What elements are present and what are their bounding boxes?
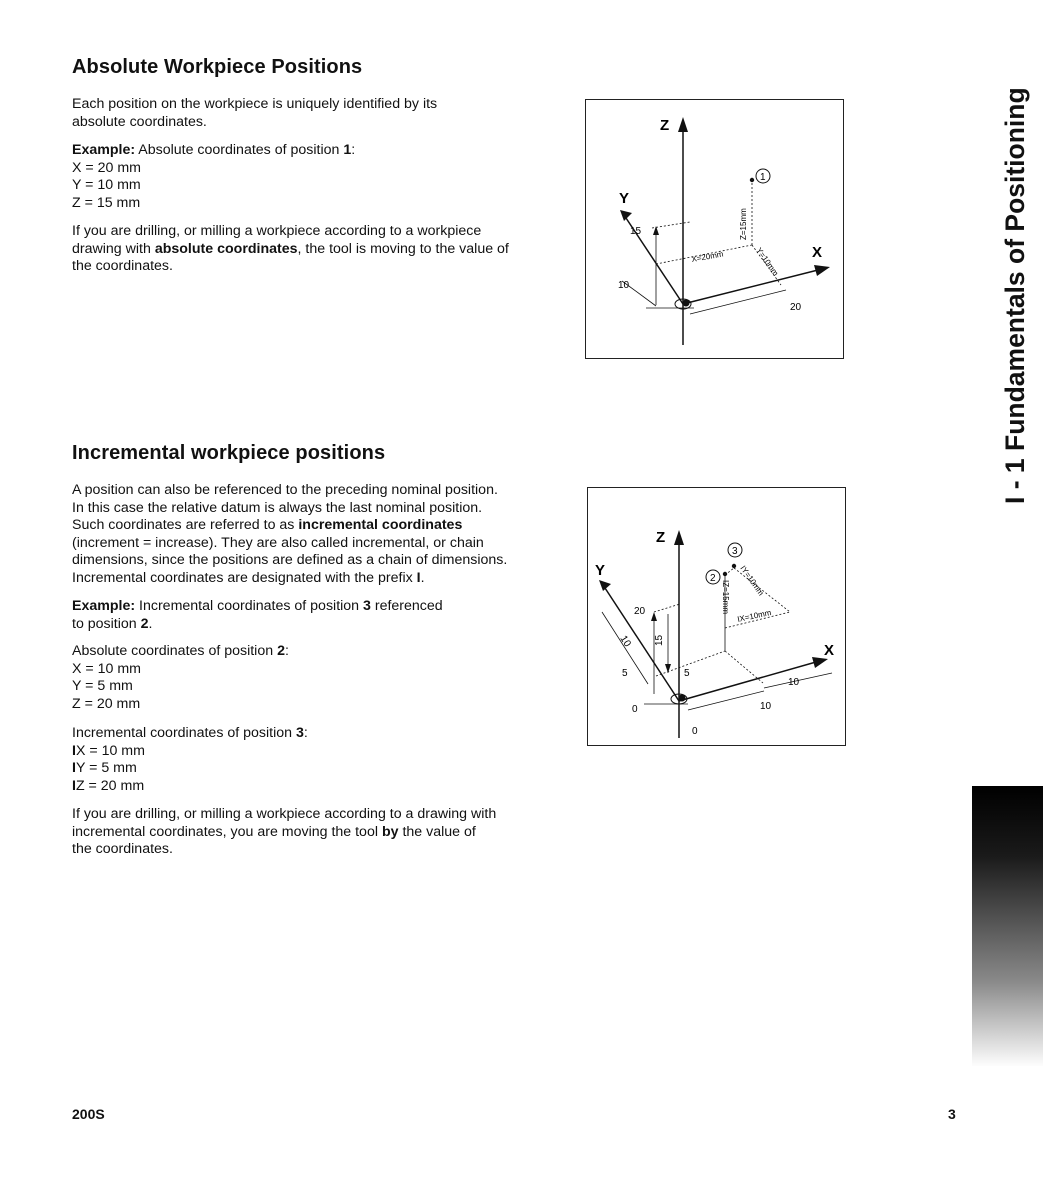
text-line: Example: Incremental coordinates of position 3 referenced	[72, 598, 443, 614]
axis-x-label: X	[824, 642, 835, 659]
tick-10: 10	[618, 280, 630, 291]
tick-20: 20	[634, 606, 646, 617]
tick-0-left: 0	[632, 704, 638, 715]
coord-ix: IX = 10 mm	[72, 742, 145, 759]
dim-iz-label: IZ=15mm	[721, 580, 730, 615]
tick-10-x2: 10	[760, 701, 772, 712]
coord-iy: IY = 5 mm	[72, 760, 137, 777]
tick-20: 20	[790, 302, 802, 313]
tick-10-y: 10	[617, 633, 633, 650]
coord-x: X = 10 mm	[72, 660, 141, 677]
absolute-intro	[72, 96, 437, 131]
side-title-text: I - 1 Fundamentals of Positioning	[1000, 87, 1030, 504]
dim-iy-label: IY=10mm	[738, 563, 766, 598]
chapter-tab-gradient	[972, 786, 1043, 1066]
position-1-label: 1	[760, 172, 766, 183]
section-heading-incremental: Incremental workpiece positions	[72, 442, 386, 464]
text-line: dimensions, since the positions are defined as a chain of dimensions.	[72, 552, 508, 569]
text-line: absolute coordinates.	[72, 113, 207, 130]
text-line: Incremental coordinates of position 3:	[72, 725, 308, 741]
text-line: the coordinates.	[72, 258, 173, 275]
coord-z: Z = 15 mm	[72, 194, 141, 211]
incremental-intro	[72, 482, 507, 588]
axis-z-label: Z	[660, 117, 670, 134]
text-line: to position 2.	[72, 615, 153, 632]
figure-absolute-coordinates	[585, 99, 844, 359]
axis-y-label: Y	[619, 190, 630, 207]
tick-0-bottom: 0	[692, 726, 698, 737]
position-2-label: 2	[710, 573, 716, 584]
axis-y-label: Y	[595, 562, 606, 579]
dim-x-label: X=20mm	[690, 249, 725, 264]
text-line: drawing with absolute coordinates, the tool is moving to the value of	[72, 240, 509, 257]
text-line: If you are drilling, or milling a workpiece according to a workpiece	[72, 223, 482, 239]
text-line: Incremental coordinates are designated with the prefix I.	[72, 569, 425, 586]
footer-page-number: 3	[948, 1106, 956, 1122]
coord-y: Y = 10 mm	[72, 177, 141, 194]
coord-iz: IZ = 20 mm	[72, 777, 145, 794]
figure-incremental-coordinates	[587, 487, 846, 746]
dim-ix-label: IX=10mm	[736, 607, 773, 624]
text-line: incremental coordinates, you are moving the tool by the value of	[72, 823, 476, 840]
tick-15: 15	[630, 226, 642, 237]
dim-z-label: Z=15mm	[739, 208, 748, 240]
axis-x-label: X	[812, 244, 823, 261]
absolute-example	[72, 142, 355, 212]
coord-z: Z = 20 mm	[72, 695, 141, 712]
tick-5-right: 5	[684, 668, 690, 679]
axis-z-label: Z	[656, 529, 666, 546]
tick-5-left: 5	[622, 668, 628, 679]
incremental-outro	[72, 806, 496, 859]
incremental-example	[72, 598, 443, 633]
text-line: A position can also be referenced to the preceding nominal position.	[72, 482, 498, 498]
text-line: the coordinates.	[72, 841, 173, 858]
position-3-label: 3	[732, 546, 738, 557]
tick-10-x1: 10	[788, 677, 800, 688]
dim-y-label: Y=10mm	[754, 245, 781, 278]
text-line: Example: Absolute coordinates of position 1:	[72, 142, 356, 158]
incremental-coords-pos3	[72, 725, 308, 795]
footer-model: 200S	[72, 1106, 105, 1122]
chapter-side-title	[1000, 60, 1030, 504]
text-line: If you are drilling, or milling a workpiece according to a drawing with	[72, 806, 497, 822]
text-line: Absolute coordinates of position 2:	[72, 643, 289, 659]
text-line: Each position on the workpiece is uniquely identified by its	[72, 96, 438, 112]
text-line: (increment = increase). They are also called incremental, or chain	[72, 534, 484, 551]
absolute-coords-pos2	[72, 643, 289, 713]
coord-x: X = 20 mm	[72, 159, 141, 176]
tick-15: 15	[654, 634, 665, 646]
text-line: Such coordinates are referred to as incremental coordinates	[72, 517, 463, 534]
coord-y: Y = 5 mm	[72, 678, 133, 695]
text-line: In this case the relative datum is always the last nominal position.	[72, 499, 483, 516]
section-heading-absolute: Absolute Workpiece Positions	[72, 56, 363, 78]
absolute-outro	[72, 223, 509, 276]
